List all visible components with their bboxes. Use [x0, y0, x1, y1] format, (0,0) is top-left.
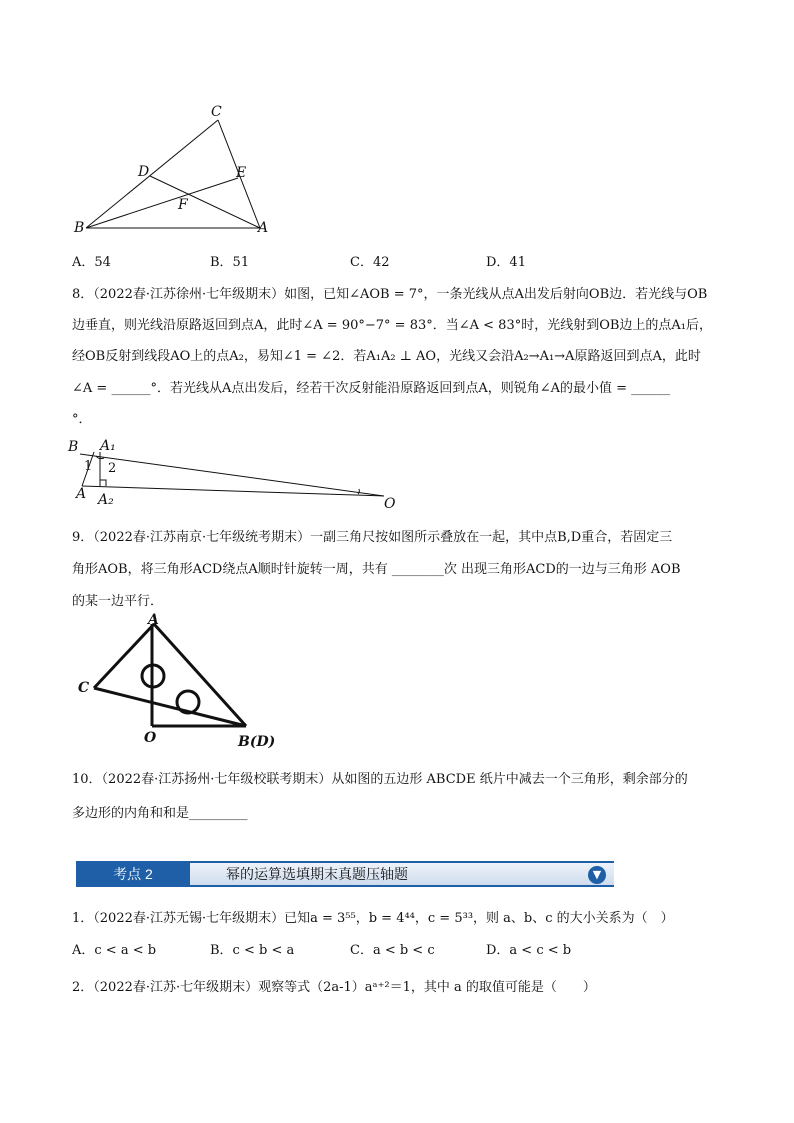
label-D: D — [138, 164, 150, 180]
reflection-figure — [66, 436, 406, 512]
s2q1-option-b[interactable]: B．c < b < a — [210, 943, 295, 958]
q9-line1: 9．（2022春·江苏南京·七年级统考期末）一副三角尺按如图所示叠放在一起，其中点B,D重合，若固定三 — [72, 530, 673, 545]
q7-option-b[interactable]: B．51 — [210, 255, 250, 270]
label-A2: A₂ — [98, 492, 114, 508]
s2q1-option-a[interactable]: A．c < a < b — [72, 943, 157, 958]
s2q1-text: 1．（2022春·江苏无锡·七年级期末）已知a = 3⁵⁵，b = 4⁴⁴，c = 5³³，则 a、b、c 的大小关系为（ ） — [72, 911, 674, 926]
label-F: F — [178, 197, 188, 213]
triangle-figure — [66, 98, 286, 238]
q8-line1: 8．（2022春·江苏徐州·七年级期末）如图，已知∠AOB = 7°，一条光线从点A出发后射向OB边．若光线与OB — [72, 287, 708, 302]
q7-option-c[interactable]: C．42 — [350, 255, 390, 270]
q10-line2: 多边形的内角和和是_________ — [72, 806, 248, 821]
label-A: A — [258, 220, 269, 236]
q8-line2: 边垂直，则光线沿原路返回到点A，此时∠A = 90°−7° = 83°．当∠A < 83°时，光线射到OB边上的点A₁后， — [72, 318, 713, 333]
set-square-figure — [72, 612, 282, 754]
label-A: A — [148, 612, 159, 628]
label-C: C — [211, 104, 222, 120]
label-B: B — [74, 220, 85, 236]
q8-line3: 经OB反射到线段AO上的点A₂，易知∠1 = ∠2．若A₁A₂ ⊥ AO，光线又会沿A₂→A₁→A原路返回到点A，此时 — [72, 349, 701, 364]
label-A: A — [76, 486, 87, 502]
q7-option-a[interactable]: A．54 — [72, 255, 111, 270]
q10-line1: 10．（2022春·江苏扬州·七年级校联考期末）从如图的五边形 ABCDE 纸片中减去一个三角形，剩余部分的 — [72, 772, 688, 787]
label-A1: A₁ — [100, 438, 116, 454]
q8-line5: °． — [72, 412, 92, 427]
angle-2-label: 2 — [108, 461, 117, 476]
label-BD: B(D) — [238, 734, 276, 750]
angle-1-label: 1 — [84, 459, 93, 474]
section-label: 考点 2 — [76, 861, 190, 887]
label-O: O — [144, 730, 157, 746]
q8-line4: ∠A = ______°．若光线从A点出发后，经若干次反射能沿原路返回到点A，则锐角∠A的最小值 = ______ — [72, 381, 671, 396]
label-E: E — [236, 165, 247, 181]
label-O: O — [384, 496, 396, 512]
s2q1-option-c[interactable]: C．a < b < c — [350, 943, 435, 958]
s2q1-option-d[interactable]: D．a < c < b — [486, 943, 572, 958]
label-B: B — [68, 439, 79, 455]
chevron-down-icon[interactable]: ▼ — [588, 866, 606, 884]
s2q2-text: 2．（2022春·江苏·七年级期末）观察等式（2a-1）aᵃ⁺²＝1，其中 a 的取值可能是（ ） — [72, 980, 596, 995]
q9-line3: 的某一边平行． — [72, 594, 164, 609]
q7-option-d[interactable]: D．41 — [486, 255, 526, 270]
section-title: 幂的运算选填期末真题压轴题 — [190, 861, 614, 887]
label-C: C — [78, 680, 90, 696]
q9-line2: 角形AOB，将三角形ACD绕点A顺时针旋转一周，共有 ________次 出现三角形ACD的一边与三角形 AOB — [72, 562, 681, 577]
